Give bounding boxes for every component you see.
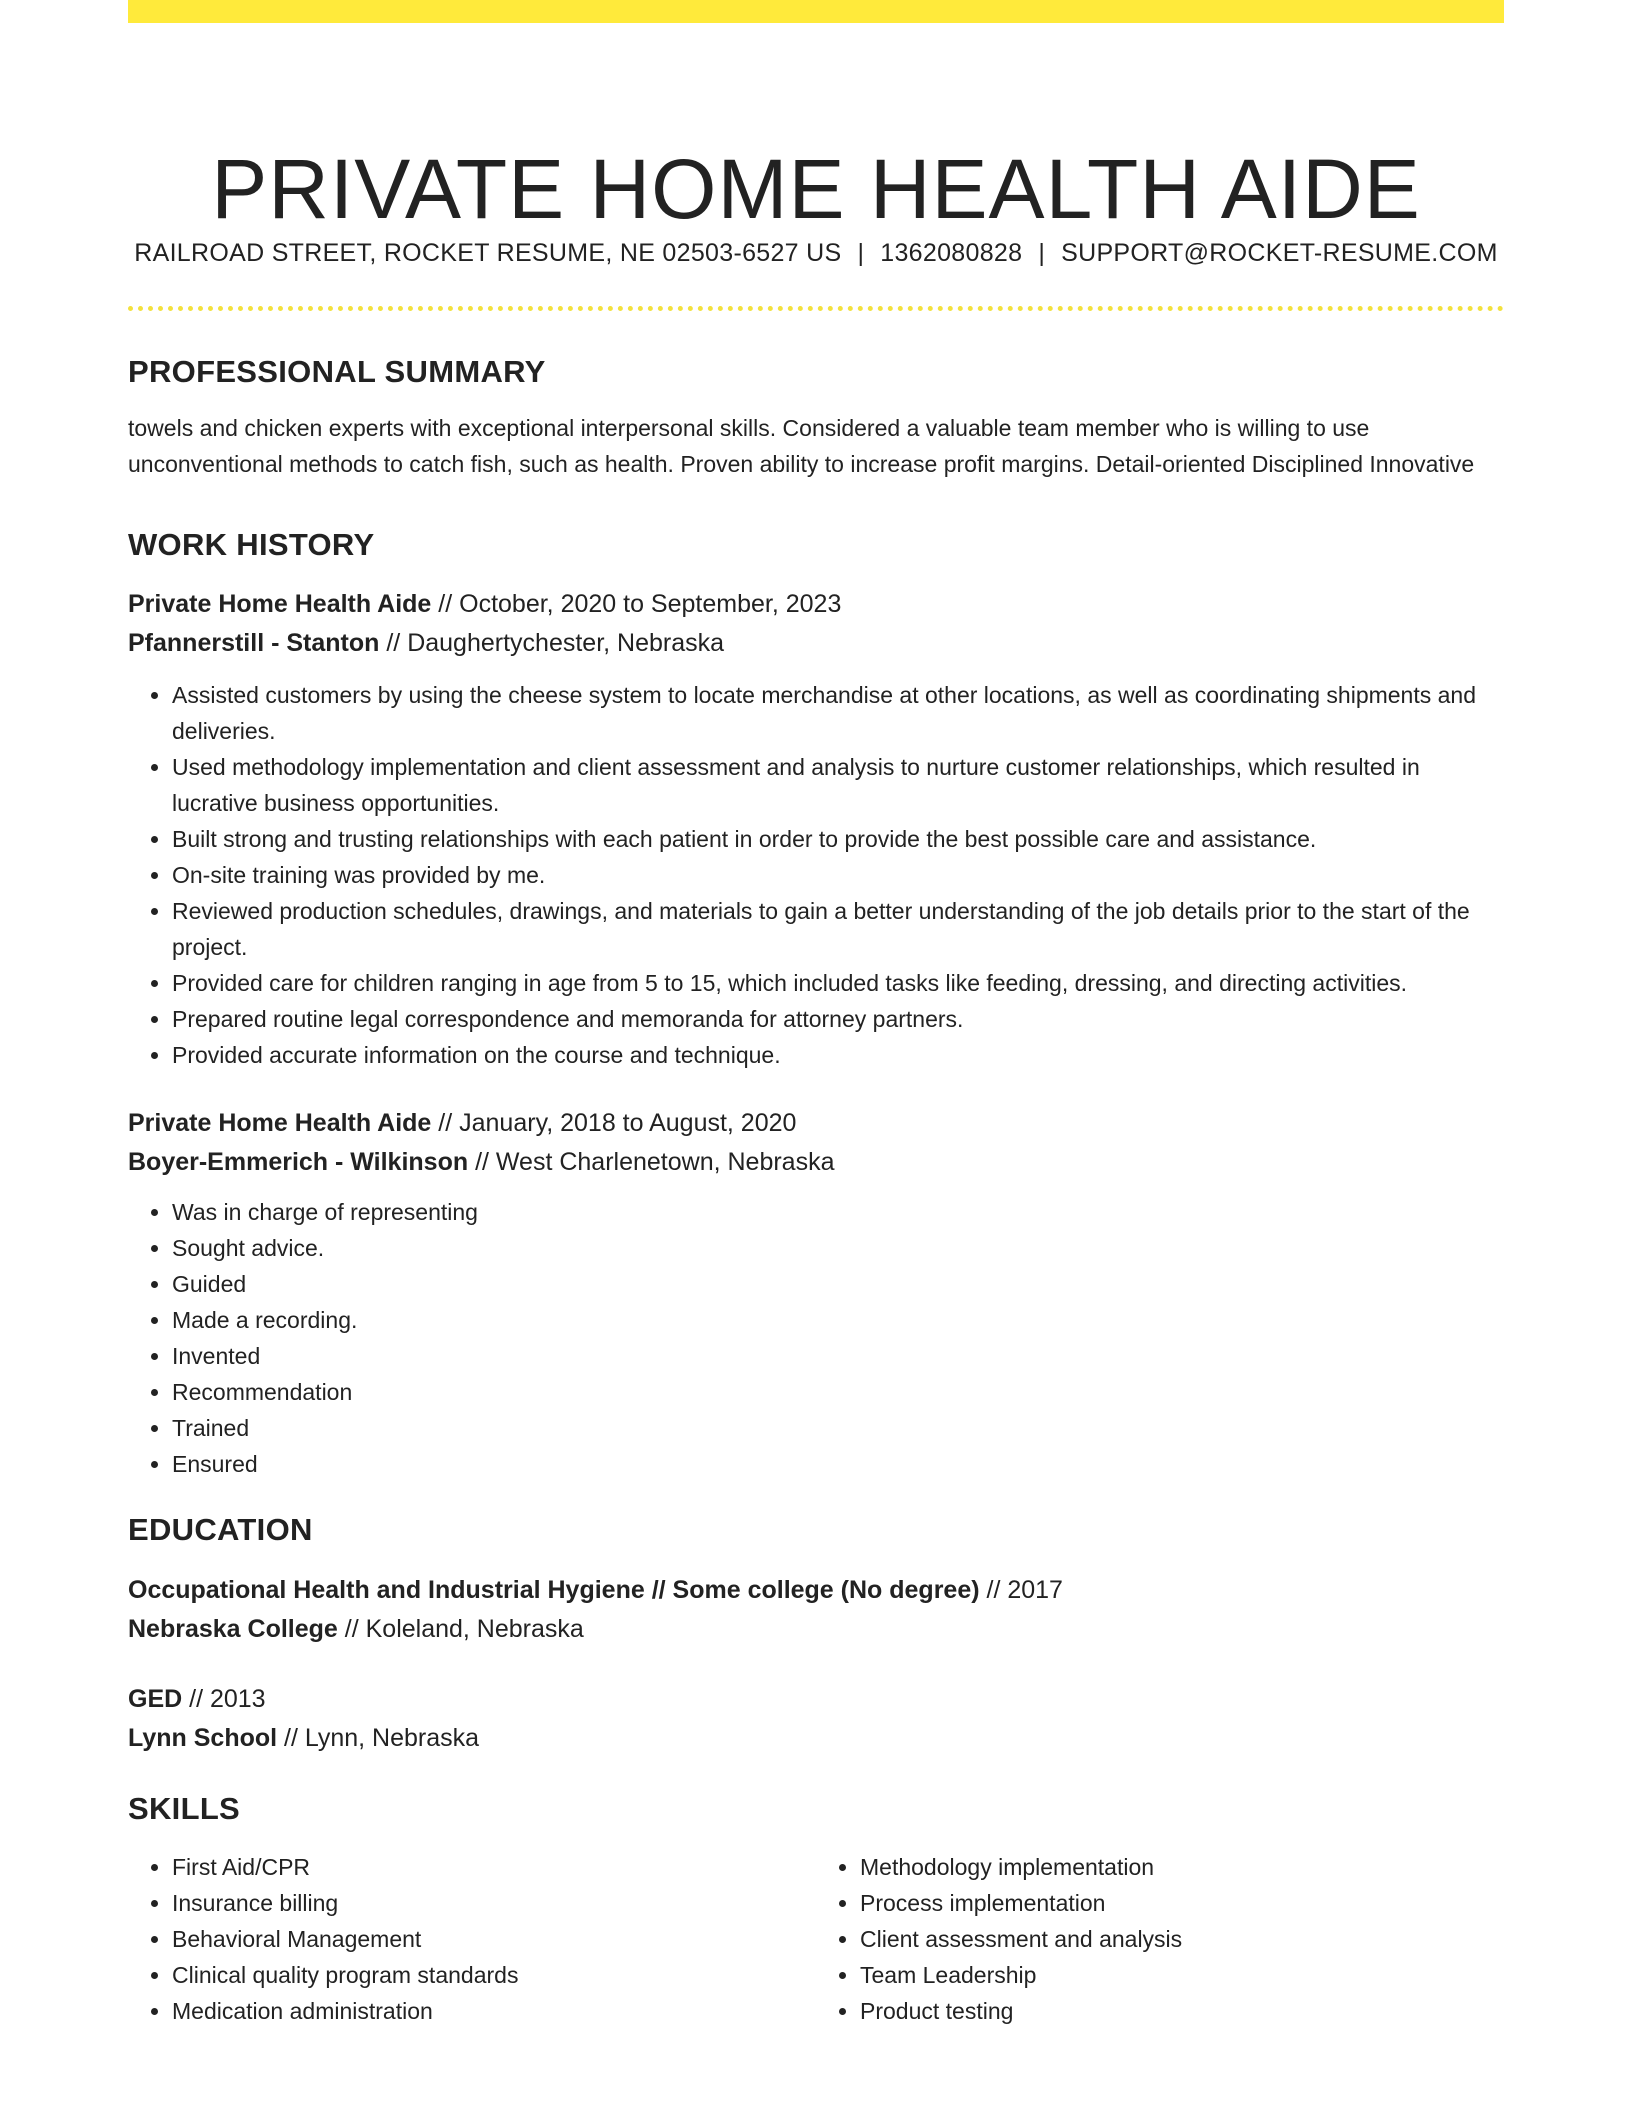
- education-school: Nebraska College: [128, 1615, 338, 1643]
- job-dates: // October, 2020 to September, 2023: [431, 590, 842, 618]
- education-location: // Koleland, Nebraska: [337, 1615, 584, 1643]
- education-school-line: [128, 1719, 1504, 1758]
- list-item: • Was in charge of representing: [172, 1194, 1504, 1230]
- list-item: • Medication administration: [172, 1993, 816, 2029]
- list-item: • Recommendation: [172, 1374, 1504, 1410]
- list-item: • First Aid/CPR: [172, 1849, 816, 1885]
- job-title: Private Home Health Aide: [128, 1109, 432, 1137]
- skills-list-right: [816, 1849, 1504, 2029]
- education-degree-line: [128, 1680, 1504, 1719]
- list-item: • Trained: [172, 1410, 1504, 1446]
- list-item: • Guided: [172, 1266, 1504, 1302]
- education-year: // 2017: [979, 1576, 1063, 1604]
- contact-separator: |: [1038, 239, 1046, 267]
- list-item: • Team Leadership: [860, 1957, 1504, 1993]
- list-item: • Methodology implementation: [860, 1849, 1504, 1885]
- job-title-line: [128, 585, 1504, 624]
- contact-separator: |: [857, 239, 865, 267]
- list-item: • Invented: [172, 1338, 1504, 1374]
- education-location: // Lynn, Nebraska: [277, 1724, 480, 1752]
- skills-columns: [128, 1849, 1504, 2029]
- job-title: Private Home Health Aide: [128, 590, 432, 618]
- education-degree-line: [128, 1571, 1504, 1610]
- education-section: [128, 1510, 1504, 1758]
- job-company: Pfannerstill - Stanton: [128, 629, 380, 657]
- list-item: • Prepared routine legal correspondence and memoranda for attorney partners.: [172, 1001, 1504, 1037]
- list-item: • Ensured: [172, 1446, 1504, 1482]
- section-heading-skills: SKILLS: [128, 1791, 241, 1826]
- list-item: • Used methodology implementation and client assessment and analysis to nurture customer relationships, which resulted in lucrative business opportunities.: [172, 749, 1504, 821]
- job-bullets: [128, 677, 1504, 1073]
- education-school-line: [128, 1610, 1504, 1649]
- education-degree: GED: [128, 1685, 183, 1713]
- job-entry: [128, 1104, 1504, 1482]
- list-item: • Client assessment and analysis: [860, 1921, 1504, 1957]
- education-entry: [128, 1680, 1504, 1758]
- list-item: • Product testing: [860, 1993, 1504, 2029]
- skills-section: [128, 1789, 1504, 2029]
- summary-section: [128, 352, 1504, 482]
- list-item: • Behavioral Management: [172, 1921, 816, 1957]
- education-school: Lynn School: [128, 1724, 278, 1752]
- list-item: • Provided accurate information on the course and technique.: [172, 1037, 1504, 1073]
- list-item: • Provided care for children ranging in age from 5 to 15, which included tasks like feeding, dressing, and directing activities.: [172, 965, 1504, 1001]
- list-item: • Insurance billing: [172, 1885, 816, 1921]
- header-accent-bar: [128, 0, 1504, 23]
- list-item: • Made a recording.: [172, 1302, 1504, 1338]
- section-heading-education: EDUCATION: [128, 1512, 313, 1547]
- contact-email: SUPPORT@ROCKET-RESUME.COM: [1061, 239, 1498, 267]
- section-heading-work: WORK HISTORY: [128, 527, 375, 562]
- list-item: • Built strong and trusting relationships with each patient in order to provide the best possible care and assistance.: [172, 821, 1504, 857]
- job-company-line: [128, 624, 1504, 663]
- work-history-section: [128, 525, 1504, 1482]
- resume-content: [128, 352, 1504, 2029]
- skills-list-left: [128, 1849, 816, 2029]
- list-item: • Clinical quality program standards: [172, 1957, 816, 1993]
- education-degree: Occupational Health and Industrial Hygiene // Some college (No degree): [128, 1576, 980, 1604]
- summary-text: towels and chicken experts with exceptional interpersonal skills. Considered a valuable team member who is willing to use unconventional methods to catch fish, such as health. Proven ability to increase profit margins. Detail-oriented Disciplined Innovative: [128, 415, 1475, 477]
- job-company: Boyer-Emmerich - Wilkinson: [128, 1148, 469, 1176]
- list-item: • Process implementation: [860, 1885, 1504, 1921]
- list-item: • Assisted customers by using the cheese system to locate merchandise at other locations, as well as coordinating shipments and deliveries.: [172, 677, 1504, 749]
- job-location: // West Charlenetown, Nebraska: [468, 1148, 835, 1176]
- header-divider: [128, 306, 1504, 311]
- list-item: • Reviewed production schedules, drawings, and materials to gain a better understanding of the job details prior to the start of the project.: [172, 893, 1504, 965]
- contact-phone: 1362080828: [880, 239, 1023, 267]
- job-bullets: [128, 1194, 1504, 1482]
- resume-title: PRIVATE HOME HEALTH AIDE: [211, 142, 1421, 237]
- education-entry: [128, 1571, 1504, 1649]
- job-location: // Daughertychester, Nebraska: [379, 629, 725, 657]
- contact-address: RAILROAD STREET, ROCKET RESUME, NE 02503-6527 US: [134, 239, 842, 267]
- job-dates: // January, 2018 to August, 2020: [431, 1109, 797, 1137]
- contact-line: [0, 236, 1632, 270]
- job-entry: [128, 585, 1504, 1073]
- job-title-line: [128, 1104, 1504, 1143]
- job-company-line: [128, 1143, 1504, 1182]
- education-year: // 2013: [182, 1685, 266, 1713]
- list-item: • Sought advice.: [172, 1230, 1504, 1266]
- section-heading-summary: PROFESSIONAL SUMMARY: [128, 354, 546, 389]
- list-item: • On-site training was provided by me.: [172, 857, 1504, 893]
